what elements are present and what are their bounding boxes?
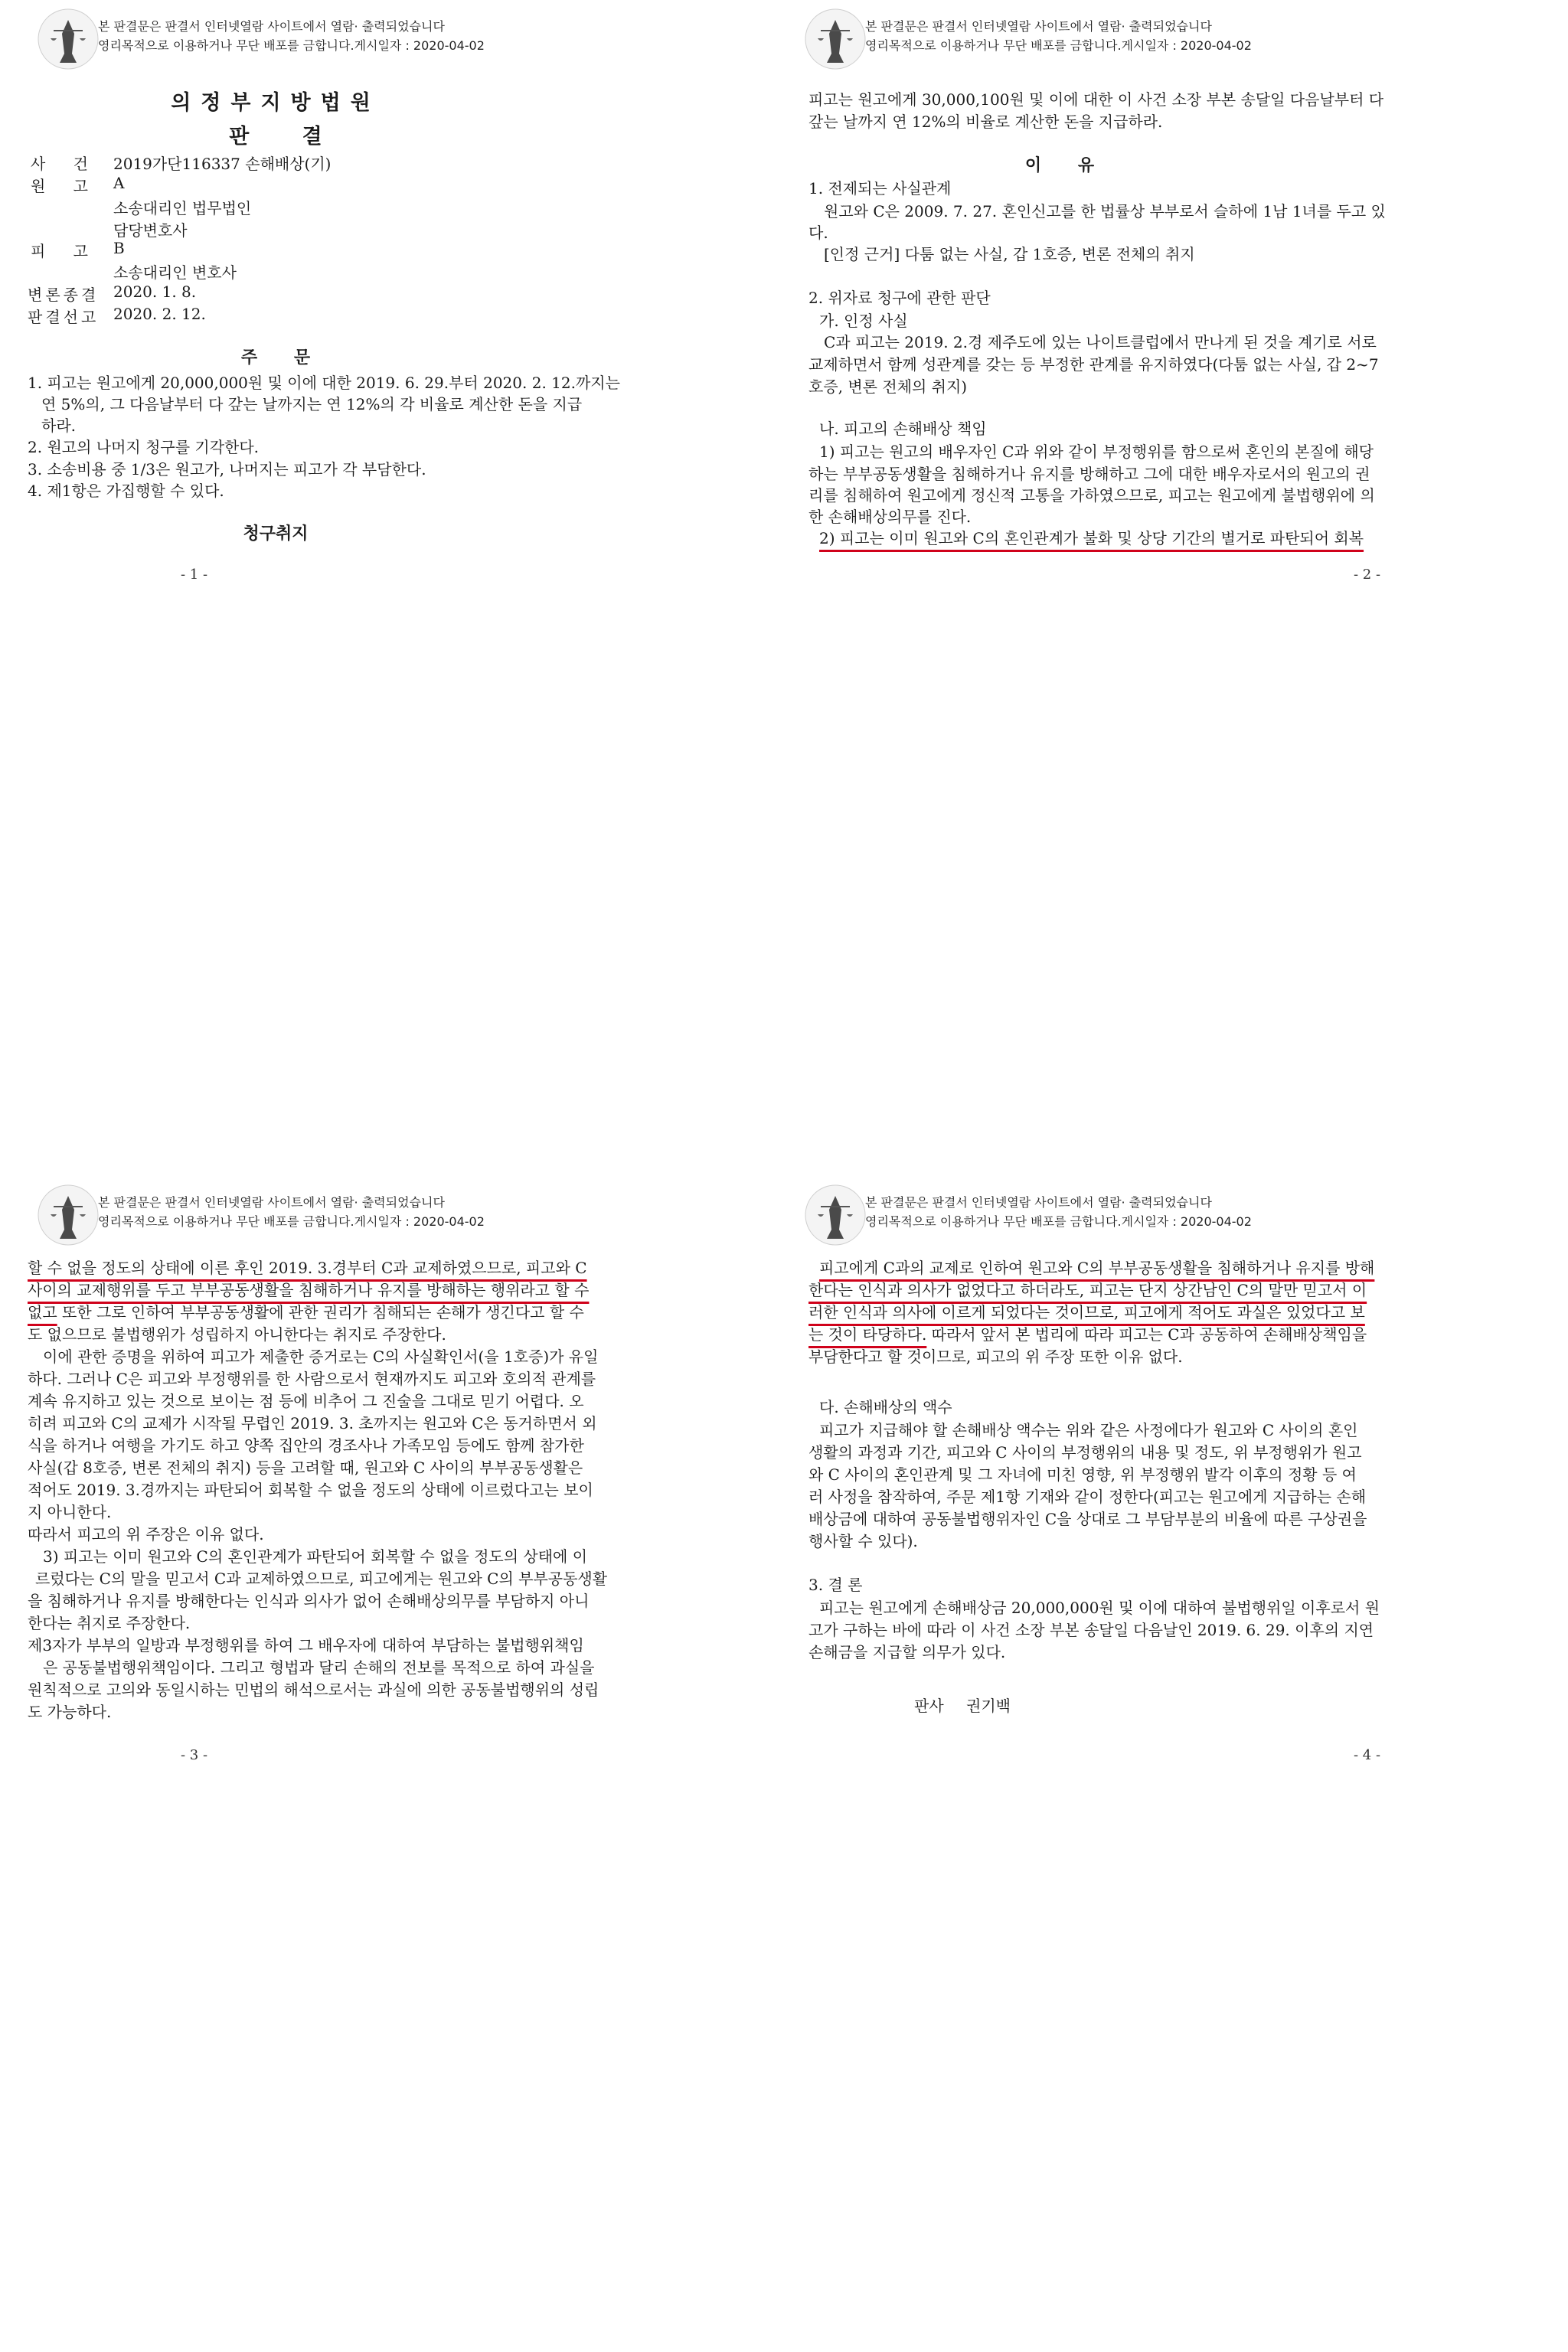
body-line: 이에 관한 증명을 위하여 피고가 제출한 증거로는 C의 사실확인서(을 1호증)가 유일 <box>43 1348 599 1366</box>
claim-line: 피고는 원고에게 30,000,100원 및 이에 대한 이 사건 소장 부본 송달일 다음날부터 다 <box>808 90 1384 109</box>
order-title: 주 문 <box>240 348 311 368</box>
underlined-fragment: 는 것이 타당하다. <box>808 1325 927 1344</box>
body-line: 하다. 그러나 C은 피고와 부정행위를 한 사람으로서 현재까지도 피고와 호의적 관계를 <box>28 1370 596 1388</box>
body-line: 르렀다는 C의 말을 믿고서 C과 교제하였으므로, 피고에게는 원고와 C의 부부공동생활 <box>35 1570 608 1588</box>
header-notice-line1: 본 판결문은 판결서 인터넷열람 사이트에서 열람· 출력되었습니다 <box>98 1195 445 1210</box>
section1-evidence: [인정 근거] 다툼 없는 사실, 갑 1호증, 변론 전체의 취지 <box>824 245 1195 263</box>
body-line: 사실(갑 8호증, 변론 전체의 취지) 등을 고려할 때, 원고와 C 사이의 부부공동생활은 <box>28 1459 583 1477</box>
case-value: 2019가단116337 손해배상(기) <box>113 155 332 173</box>
subsection-c-line: 와 C 사이의 혼인관계 및 그 자녀에 미친 영향, 위 부정행위 발각 이후의 정황 등 여 <box>808 1465 1357 1484</box>
subsection-a-line: 교제하면서 함께 성관계를 갖는 등 부정한 관계를 유지하였다(다툼 없는 사실, 갑 2~7 <box>808 355 1379 374</box>
page-number: - 2 - <box>1354 567 1381 583</box>
section3-line: 손해금을 지급할 의무가 있다. <box>808 1643 1006 1661</box>
page-number: - 4 - <box>1354 1747 1381 1763</box>
order-line: 하라. <box>41 416 76 435</box>
order-line: 4. 제1항은 가집행할 수 있다. <box>28 482 224 500</box>
subsection-b-line: 하는 부부공동생활을 침해하거나 유지를 방해하고 그에 대한 배우자로서의 원고의 권 <box>808 465 1370 483</box>
line-continuation: 따라서 앞서 본 법리에 따라 피고는 C과 공동하여 손해배상책임을 <box>926 1325 1367 1344</box>
subsection-b-title: 나. 피고의 손해배상 책임 <box>819 420 987 438</box>
section3-title: 3. 결 론 <box>808 1576 863 1594</box>
section1-line: 원고와 C은 2009. 7. 27. 혼인신고를 한 법률상 부부로서 슬하에 1남 1녀를 두고 있 <box>824 202 1386 220</box>
underlined-fragment: 없고 <box>28 1303 57 1321</box>
subsection-c-line: 생활의 과정과 기간, 피고와 C 사이의 부정행위의 내용 및 정도, 위 부정행위가 원고 <box>808 1443 1362 1462</box>
court-name: 의정부지방법원 <box>171 91 381 115</box>
body-line: 3) 피고는 이미 원고와 C의 혼인관계가 파탄되어 회복할 수 없을 정도의 상태에 이 <box>43 1547 588 1566</box>
judge-name: 권기백 <box>966 1697 1011 1715</box>
header-notice-line2: 영리목적으로 이용하거나 무단 배포를 금합니다.게시일자 : 2020-04-02 <box>865 38 1252 53</box>
body-line: 식을 하거나 여행을 가기도 하고 양쪽 집안의 경조사나 가족모임 등에도 함께 참가한 <box>28 1436 584 1455</box>
order-line: 연 5%의, 그 다음날부터 다 갚는 날까지는 연 12%의 각 비율로 계산한 돈을 지급 <box>41 395 583 413</box>
body-line: 히려 피고와 C의 교제가 시작될 무렵인 2019. 3. 초까지는 원고와 C은 동거하면서 외 <box>28 1414 597 1432</box>
plaintiff-rep: 소송대리인 법무법인 <box>113 199 252 217</box>
header-notice-line1: 본 판결문은 판결서 인터넷열람 사이트에서 열람· 출력되었습니다 <box>98 19 445 34</box>
claim-title: 청구취지 <box>243 524 309 544</box>
closing-date: 2020. 1. 8. <box>113 283 197 301</box>
subsection-b-line: 1) 피고는 원고의 배우자인 C과 위와 같이 부정행위를 함으로써 혼인의 본질에 해당 <box>819 443 1374 461</box>
underlined-line: 한다는 인식과 의사가 없었다고 하더라도, 피고는 단지 상간남인 C의 말만 믿고서 이 <box>808 1281 1367 1299</box>
closing-label: 변론종결 <box>28 286 100 304</box>
body-line: 지 아니한다. <box>28 1503 112 1521</box>
subsection-b-line: 한 손해배상의무를 진다. <box>808 508 972 526</box>
header-notice-line1: 본 판결문은 판결서 인터넷열람 사이트에서 열람· 출력되었습니다 <box>865 1195 1212 1210</box>
defendant-rep: 소송대리인 변호사 <box>113 263 237 282</box>
court-seal-icon <box>37 8 100 70</box>
partial-line <box>808 1322 1367 1344</box>
section1-line: 다. <box>808 224 828 242</box>
plaintiff-label: 원 고 <box>31 177 88 195</box>
judgment-page-4 <box>784 1176 1568 2352</box>
subsection-c-title: 다. 손해배상의 액수 <box>819 1398 952 1416</box>
section3-line: 고가 구하는 바에 따라 이 사건 소장 부본 송달일 다음날인 2019. 6. 29. 이후의 지연 <box>808 1621 1374 1639</box>
header-notice-line2: 영리목적으로 이용하거나 무단 배포를 금합니다.게시일자 : 2020-04-02 <box>98 1214 485 1229</box>
ruling-label: 판결선고 <box>28 308 100 326</box>
court-seal-icon <box>37 1184 100 1246</box>
body-line: 은 공동불법행위책임이다. 그리고 형법과 달리 손해의 전보를 목적으로 하여 과실을 <box>43 1658 595 1677</box>
underlined-line: 러한 인식과 의사에 이르게 되었다는 것이므로, 피고에게 적어도 과실은 있었다고 보 <box>808 1303 1365 1321</box>
defendant-label: 피 고 <box>31 242 88 260</box>
body-line: 제3자가 부부의 일방과 부정행위를 하여 그 배우자에 대하여 부담하는 불법행위책임 <box>28 1636 584 1655</box>
header-notice-line2: 영리목적으로 이용하거나 무단 배포를 금합니다.게시일자 : 2020-04-02 <box>98 38 485 53</box>
partial-line <box>28 1300 584 1322</box>
judge-label: 판사 <box>914 1697 944 1715</box>
body-line: 한다는 취지로 주장한다. <box>28 1614 191 1632</box>
order-line: 2. 원고의 나머지 청구를 기각한다. <box>28 438 260 456</box>
claim-line: 갚는 날까지 연 12%의 비율로 계산한 돈을 지급하라. <box>808 113 1163 131</box>
body-line: 계속 유지하고 있는 것으로 보이는 점 등에 비추어 그 진술을 그대로 믿기 어렵다. 오 <box>28 1392 584 1410</box>
ruling-date: 2020. 2. 12. <box>113 305 206 323</box>
order-line: 1. 피고는 원고에게 20,000,000원 및 이에 대한 2019. 6. 29.부터 2020. 2. 12.까지는 <box>28 374 620 392</box>
judgment-page-3 <box>0 1176 784 2352</box>
judgment-title: 판 결 <box>229 125 322 149</box>
line-continuation: 또한 그로 인하여 부부공동생활에 관한 권리가 침해되는 손해가 생긴다고 할 수 <box>57 1303 584 1321</box>
subsection-c-line: 배상금에 대하여 공동불법행위자인 C을 상대로 그 부담부분의 비율에 따른 구상권을 <box>808 1510 1367 1528</box>
subsection-a-title: 가. 인정 사실 <box>819 312 908 330</box>
section3-line: 피고는 원고에게 손해배상금 20,000,000원 및 이에 대하여 불법행위일 이후로서 원 <box>819 1599 1380 1617</box>
subsection-b-line: 리를 침해하여 원고에게 정신적 고통을 가하였으므로, 피고는 원고에게 불법행위에 의 <box>808 486 1375 505</box>
body-line: 을 침해하거나 유지를 방해한다는 인식과 의사가 없어 손해배상의무를 부담하지 아니 <box>28 1592 590 1610</box>
subsection-c-line: 러 사정을 참작하여, 주문 제1항 기재와 같이 정한다(피고는 원고에게 지급하는 손해 <box>808 1488 1367 1506</box>
body-line: 도 가능하다. <box>28 1703 112 1721</box>
page-number: - 3 - <box>181 1747 208 1763</box>
case-label: 사 건 <box>31 155 88 173</box>
order-line: 3. 소송비용 중 1/3은 원고가, 나머지는 피고가 각 부담한다. <box>28 460 426 479</box>
body-line: 따라서 피고의 위 주장은 이유 없다. <box>28 1525 264 1544</box>
section2-title: 2. 위자료 청구에 관한 판단 <box>808 289 991 307</box>
underlined-line: 피고에게 C과의 교제로 인하여 원고와 C의 부부공동생활을 침해하거나 유지를 방해 <box>819 1259 1375 1277</box>
header-notice-line2: 영리목적으로 이용하거나 무단 배포를 금합니다.게시일자 : 2020-04-02 <box>865 1214 1252 1229</box>
body-line: 도 없으므로 불법행위가 성립하지 아니한다는 취지로 주장한다. <box>28 1325 446 1344</box>
subsection-c-line: 행사할 수 있다). <box>808 1532 918 1550</box>
body-line: 원칙적으로 고의와 동일시하는 민법의 해석으로서는 과실에 의한 공동불법행위의 성립 <box>28 1681 599 1699</box>
subsection-c-line: 피고가 지급해야 할 손해배상 액수는 위와 같은 사정에다가 원고와 C 사이의 혼인 <box>819 1421 1358 1439</box>
judgment-page-1 <box>0 0 784 1176</box>
plaintiff-lawyer: 담당변호사 <box>113 221 188 240</box>
court-seal-icon <box>804 1184 867 1246</box>
reason-title: 이 유 <box>1024 155 1095 175</box>
section1-title: 1. 전제되는 사실관계 <box>808 179 952 198</box>
body-line: 부담한다고 할 것이므로, 피고의 위 주장 또한 이유 없다. <box>808 1348 1183 1366</box>
underlined-line: 할 수 없을 정도의 상태에 이른 후인 2019. 3.경부터 C과 교제하였으므로, 피고와 C <box>28 1259 587 1277</box>
body-line: 적어도 2019. 3.경까지는 파탄되어 회복할 수 없을 정도의 상태에 이르렀다고는 보이 <box>28 1481 593 1499</box>
defendant-value: B <box>113 239 125 257</box>
underlined-line: 사이의 교제행위를 두고 부부공동생활을 침해하거나 유지를 방해하는 행위라고 할 수 <box>28 1281 590 1299</box>
underlined-line: 2) 피고는 이미 원고와 C의 혼인관계가 불화 및 상당 기간의 별거로 파탄되어 회복 <box>819 529 1364 547</box>
subsection-a-line: 호증, 변론 전체의 취지) <box>808 377 968 396</box>
court-seal-icon <box>804 8 867 70</box>
header-notice-line1: 본 판결문은 판결서 인터넷열람 사이트에서 열람· 출력되었습니다 <box>865 19 1212 34</box>
plaintiff-value: A <box>113 174 125 192</box>
page-number: - 1 - <box>181 567 208 583</box>
subsection-a-line: C과 피고는 2019. 2.경 제주도에 있는 나이트클럽에서 만나게 된 것을 계기로 서로 <box>824 333 1377 351</box>
judgment-page-2 <box>784 0 1568 1176</box>
